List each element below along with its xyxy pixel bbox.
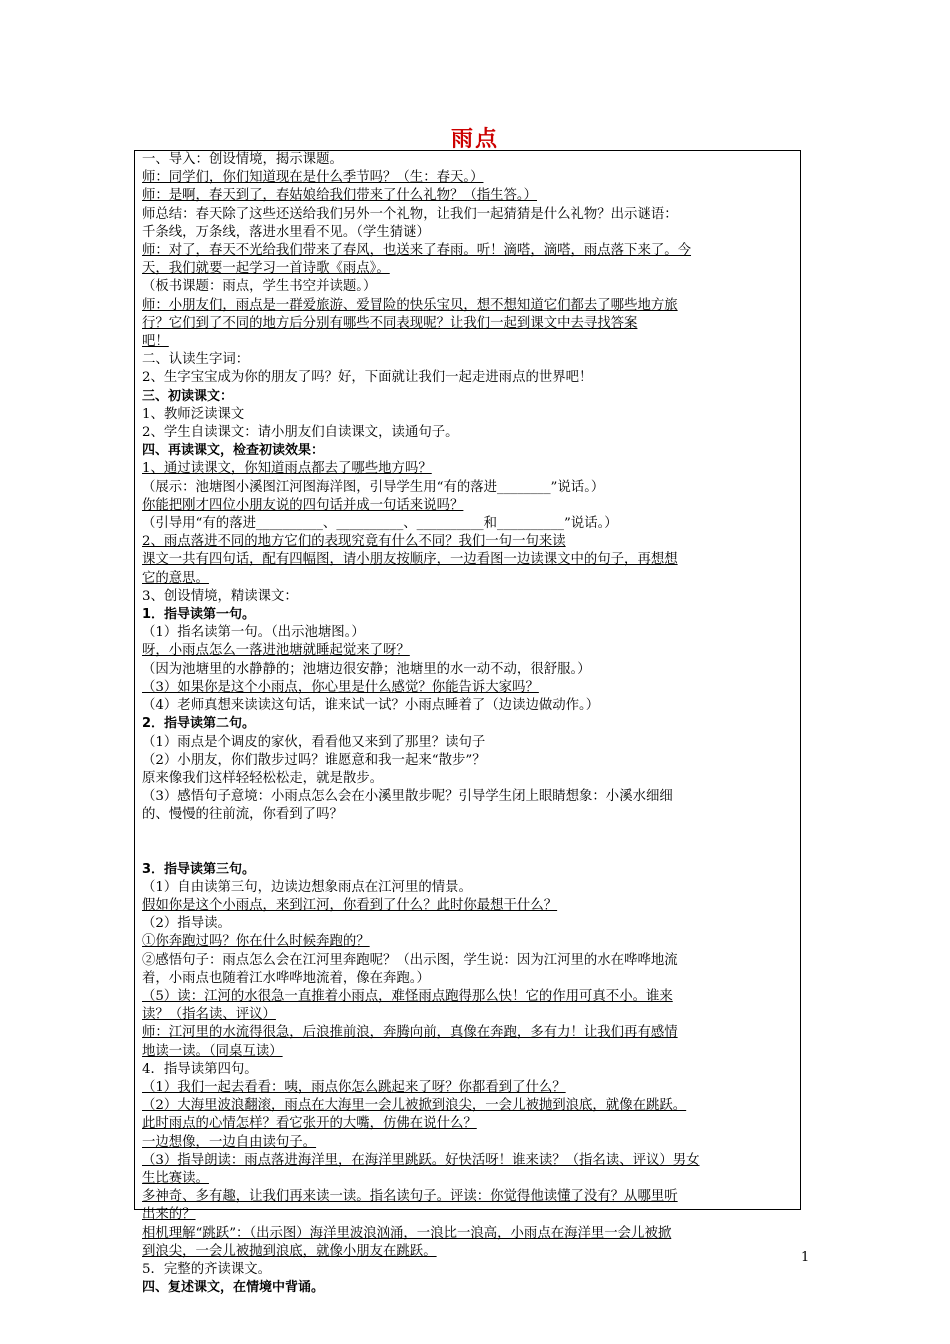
text-line: 4．指导读第四句。 — [142, 1061, 258, 1077]
text-line: 1、教师泛读课文 — [142, 406, 245, 422]
text-line: 它的意思。 — [142, 570, 209, 586]
text-line: （3）如果你是这个小雨点，你心里是什么感觉？你能告诉大家吗？ — [142, 679, 539, 695]
text-line: （1）自由读第三句，边读边想象雨点在江河里的情景。 — [142, 879, 472, 895]
text-line: （因为池塘里的水静静的；池塘边很安静；池塘里的水一动不动，很舒服。） — [142, 661, 591, 677]
page-number: 1 — [801, 1250, 810, 1265]
text-line: 着，小雨点也随着江水哗哗地流着，像在奔跑。） — [142, 970, 430, 986]
lesson-plan-table — [134, 150, 801, 1296]
text-line — [142, 825, 796, 861]
text-line: 天，我们就要一起学习一首诗歌《雨点》。 — [142, 261, 390, 277]
text-line: 2、雨点落进不同的地方它们的表现究竟有什么不同？我们一句一句来读 — [142, 534, 566, 550]
text-line: 2．指导读第二句。 — [142, 716, 256, 732]
text-line: 呀，小雨点怎么一落进池塘就睡起觉来了呀？ — [142, 643, 410, 659]
text-line: ①你奔跑过吗？你在什么时候奔跑的？ — [142, 934, 370, 950]
text-line: 1、通过读课文，你知道雨点都去了哪些地方吗？ — [142, 461, 432, 477]
text-line: 课文一共有四句话，配有四幅图，请小朋友按顺序，一边看图一边读课文中的句子，再想想 — [142, 552, 678, 568]
text-line: ②感悟句子：雨点怎么会在江河里奔跑呢？（出示图，学生说：因为江河里的水在哗哗地流 — [142, 952, 678, 968]
text-line: 师：是啊，春天到了，春姑娘给我们带来了什么礼物？（指生答。） — [142, 188, 538, 204]
text-line: （展示：池塘图小溪图江河图海洋图，引导学生用“有的落进________”说话。） — [142, 479, 605, 495]
page-title: 雨点 — [450, 127, 499, 152]
text-line: 多神奇、多有趣，让我们再来读一读。指名读句子。评读：你觉得他读懂了没有？从哪里听 — [142, 1189, 678, 1205]
text-line: 师：对了，春天不光给我们带来了春风，也送来了春雨。听！滴嗒，滴嗒，雨点落下来了。今 — [142, 243, 692, 259]
text-line: 三、初读课文： — [142, 388, 234, 404]
text-line: 师：江河里的水流得很急，后浪推前浪，奔腾向前，真像在奔跑，多有力！让我们再有感情 — [142, 1025, 678, 1041]
text-line: （4）老师真想来读读这句话，谁来试一试？小雨点睡着了（边读边做动作。） — [142, 698, 600, 714]
text-line: 读？（指名读、评议） — [142, 1007, 276, 1023]
text-line: 3．指导读第三句。 — [142, 861, 256, 877]
text-line: 你能把刚才四位小朋友说的四句话并成一句话来说吗？ — [142, 497, 464, 513]
text-line: 师：小朋友们，雨点是一群爱旅游、爱冒险的快乐宝贝，想不想知道它们都去了哪些地方旅 — [142, 297, 678, 313]
text-line: 2、生字宝宝成为你的朋友了吗？好，下面就让我们一起走进雨点的世界吧！ — [142, 370, 593, 386]
text-line: （板书课题：雨点，学生书空并读题。） — [142, 279, 377, 295]
text-line: 3、创设情境，精读课文： — [142, 588, 298, 604]
text-line: 原来像我们这样轻轻松松走，就是散步。 — [142, 770, 384, 786]
text-line: 四、复述课文，在情境中背诵。 — [142, 1280, 325, 1296]
text-line: 千条线，万条线，落进水里看不见。（学生猜谜） — [142, 224, 430, 240]
text-line: 5．完整的齐读课文。 — [142, 1261, 272, 1277]
text-line: 2、学生自读课文：请小朋友们自读课文，读通句子。 — [142, 425, 459, 441]
text-line: （引导用“有的落进__________、__________、__________和__________”说话。） — [142, 516, 618, 532]
text-line: 1．指导读第一句。 — [142, 607, 256, 623]
text-line: 师：同学们，你们知道现在是什么季节吗？（生：春天。） — [142, 170, 484, 186]
text-line: （5）读：江河的水很急一直推着小雨点，难怪雨点跑得那么快！它的作用可真不小。谁来 — [142, 988, 673, 1004]
text-line: 出来的？ — [142, 1207, 196, 1223]
text-line: （3）感悟句子意境：小雨点怎么会在小溪里散步呢？引导学生闭上眼睛想象：小溪水细细 — [142, 789, 673, 805]
text-line: 四、再读课文，检查初读效果： — [142, 443, 325, 459]
text-line: 到浪尖，一会儿被抛到浪底，就像小朋友在跳跃。 — [142, 1243, 437, 1259]
text-line: 的、慢慢的往前流，你看到了吗？ — [142, 807, 343, 823]
text-line: （1）我们一起去看看：咦，雨点你怎么跳起来了呀？你都看到了什么？ — [142, 1079, 566, 1095]
text-line: （1）指名读第一句。（出示池塘图。） — [142, 625, 365, 641]
text-line: （2）小朋友，你们散步过吗？谁愿意和我一起来“散步”？ — [142, 752, 486, 768]
text-line: 行？它们到了不同的地方后分别有哪些不同表现呢？让我们一起到课文中去寻找答案 — [142, 315, 638, 331]
text-line: （3）指导朗读：雨点落进海洋里，在海洋里跳跃。好快活呀！谁来读？（指名读、评议）男女 — [142, 1152, 700, 1168]
text-line: 此时雨点的心情怎样？看它张开的大嘴，仿佛在说什么？ — [142, 1116, 477, 1132]
text-line: （1）雨点是个调皮的家伙，看看他又来到了那里？读句子 — [142, 734, 486, 750]
text-line: 地读一读。（同桌互读） — [142, 1043, 283, 1059]
text-line: 师总结：春天除了这些还送给我们另外一个礼物，让我们一起猜猜是什么礼物？出示谜语： — [142, 206, 678, 222]
text-line: 生比赛读。 — [142, 1170, 209, 1186]
text-line: 相机理解“跳跃”：（出示图）海洋里波浪汹涌，一浪比一浪高，小雨点在海洋里一会儿被掀 — [142, 1225, 672, 1241]
text-line: 一、导入：创设情境，揭示课题。 — [142, 152, 343, 167]
text-line: （2）大海里波浪翻滚，雨点在大海里一会儿被掀到浪尖，一会儿被抛到浪底，就像在跳跃。 — [142, 1098, 687, 1114]
text-line: 二、认读生字词： — [142, 352, 250, 368]
text-line: （2）指导读。 — [142, 916, 231, 932]
text-line: 吧！ — [142, 334, 169, 350]
text-line: 假如你是这个小雨点，来到江河，你看到了什么？此时你最想干什么？ — [142, 897, 558, 913]
text-line: 一边想像，一边自由读句子。 — [142, 1134, 317, 1150]
